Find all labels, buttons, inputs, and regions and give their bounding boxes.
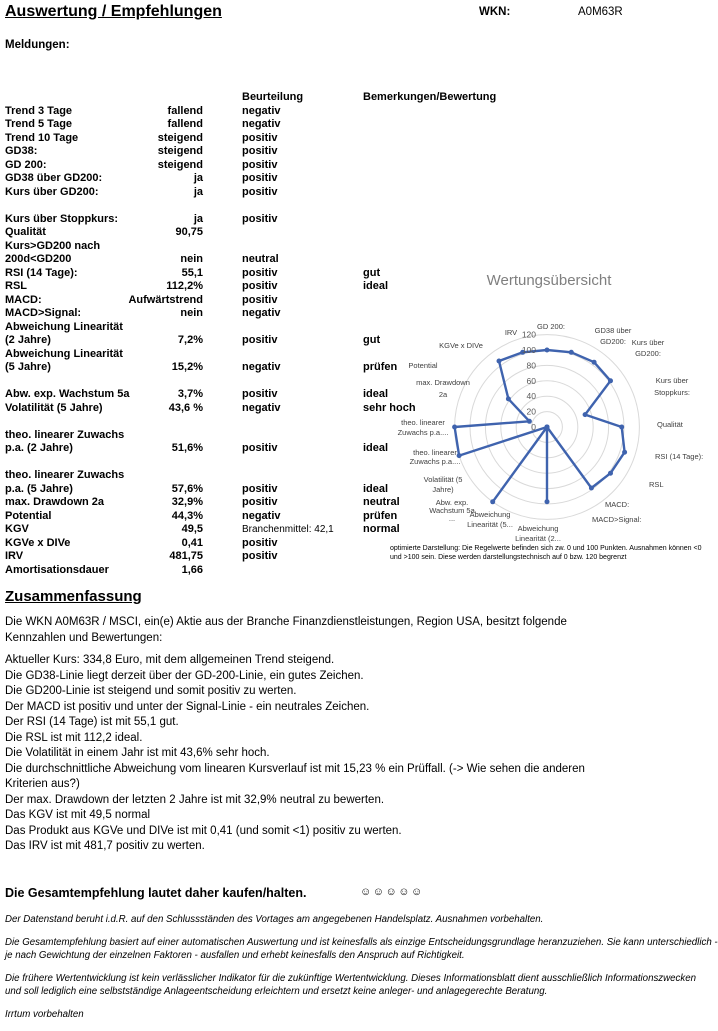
table-cell-label: Kurs über Stoppkurs: [5, 212, 119, 225]
axis-label: Jahre) [432, 485, 454, 494]
table-cell-beurteilung: negativ [242, 118, 281, 130]
table-cell-value: 44,3% [171, 509, 203, 522]
table-row [5, 118, 700, 132]
table-cell-value: 112,2% [166, 280, 203, 292]
table-cell-value: 51,6% [171, 442, 203, 454]
axis-label: Kurs über [655, 376, 689, 385]
table-cell-bemerkung: gut [363, 266, 381, 279]
axis-label: Zuwachs p.a.... [409, 457, 461, 466]
axis-label: Linearität (2... [515, 534, 561, 543]
table-cell-value: steigend [157, 131, 203, 144]
radial-tick-label: 20 [526, 406, 536, 417]
table-cell-beurteilung: positiv [242, 145, 278, 157]
table-cell-label: theo. linearer Zuwachs [5, 428, 125, 441]
table-row [5, 145, 700, 159]
summary-line: Die Volatilität in einem Jahr ist mit 43,6% sehr hoch. [5, 747, 270, 759]
table-cell-label: Potential [5, 509, 52, 522]
disclaimer-line: und soll lediglich eine selbstständige Anlageentscheidung erleichtern und ersetzt keine anleger- und anlagegerechte Beratung. [5, 986, 548, 997]
table-row [5, 159, 700, 173]
summary-line: Die durchschnittliche Abweichung vom linearen Kursverlauf ist mit 15,23 % ein Prüffall. (-> Wie sehen die anderen [5, 762, 585, 775]
table-cell-beurteilung: positiv [242, 388, 278, 400]
radial-tick-label: 0 [531, 422, 536, 432]
table-cell-bemerkung: ideal [363, 280, 389, 292]
table-row [5, 132, 700, 146]
radar-data-point [592, 360, 597, 365]
axis-label: theo. linearer [413, 448, 457, 457]
radar-data-point [545, 425, 550, 430]
table-row [5, 105, 700, 119]
table-cell-beurteilung: neutral [242, 253, 279, 265]
table-row [5, 226, 700, 240]
table-cell-beurteilung: negativ [242, 104, 281, 117]
summary-line: Die RSL ist mit 112,2 ideal. [5, 731, 143, 744]
summary-line: Die WKN A0M63R / MSCI, ein(e) Aktie aus der Branche Finanzdienstleistungen, Region USA, besitzt folgende [5, 616, 567, 628]
disclaimer-section [5, 913, 718, 1031]
axis-label: ... [448, 514, 456, 523]
recommendation-text: Die Gesamtempfehlung lautet daher kaufen/halten. [5, 886, 307, 900]
smiley-icon: ☺ [410, 886, 424, 898]
summary-line: Die GD200-Linie ist steigend und somit positiv zu werten. [5, 685, 297, 697]
table-cell-label: Abweichung Linearität [5, 320, 123, 333]
table-cell-beurteilung: positiv [242, 442, 278, 454]
table-cell-label: Volatilität (5 Jahre) [5, 401, 103, 414]
axis-label: RSI (14 Tage): [655, 452, 704, 461]
table-cell-label: KGVe x DIVe [5, 536, 71, 549]
table-cell-beurteilung: positiv [242, 212, 278, 225]
axis-label: Linearität (5... [467, 520, 513, 529]
radial-tick-label: 120 [521, 329, 536, 340]
radar-data-point [619, 425, 624, 430]
table-cell-beurteilung: positiv [242, 172, 278, 184]
axis-label: Wachstum 5a [429, 506, 475, 515]
recommendation-line [5, 886, 703, 900]
table-cell-label: GD38: [5, 145, 38, 157]
chart-note [390, 544, 704, 562]
table-cell-value: 0,41 [181, 536, 203, 549]
table-cell-label: Trend 5 Tage [5, 118, 73, 130]
axis-label: Abweichung [517, 524, 559, 533]
disclaimer-line: je nach Gewichtung der einzelnen Faktoren - ausfallen und erhebt keinesfalls den Anspruch auf Richtigkeit. [5, 950, 465, 961]
summary-line: Das IRV ist mit 481,7 positiv zu werten. [5, 840, 205, 852]
axis-label: MACD: [605, 500, 630, 509]
table-cell-value: steigend [157, 145, 203, 157]
table-cell-beurteilung: positiv [242, 280, 278, 292]
axis-label: Potential [408, 361, 438, 370]
table-cell-bemerkung: gut [363, 334, 381, 346]
disclaimer-paragraph [5, 913, 705, 926]
table-cell-label: (2 Jahre) [5, 334, 51, 346]
table-cell-beurteilung: negativ [242, 307, 281, 319]
table-cell-beurteilung: positiv [242, 550, 278, 562]
table-cell-bemerkung: ideal [363, 482, 389, 495]
table-cell-beurteilung: positiv [242, 266, 278, 279]
summary-heading: Zusammenfassung [5, 588, 142, 605]
table-cell-beurteilung: positiv [242, 185, 278, 198]
axis-label: GD38 über [594, 326, 632, 335]
radar-data-point [545, 499, 550, 504]
radar-data-point [497, 359, 502, 364]
table-cell-beurteilung: positiv [242, 293, 278, 306]
radar-data-point [490, 499, 495, 504]
table-cell-bemerkung: prüfen [363, 361, 398, 373]
radar-chart-svg [385, 263, 706, 543]
radar-data-point [569, 350, 574, 355]
table-cell-label: GD 200: [5, 158, 47, 171]
table-cell-label: Abw. exp. Wachstum 5a [5, 388, 130, 400]
table-cell-label: IRV [5, 550, 24, 562]
meldungen-label: Meldungen: [5, 39, 70, 51]
radar-series-line [455, 350, 625, 502]
radar-data-point [583, 412, 588, 417]
radar-chart [385, 263, 706, 563]
column-header-bemerkungen: Bemerkungen/Bewertung [363, 91, 497, 103]
disclaimer-paragraph [5, 972, 705, 998]
chart-note-line: und >100 sein. Diese werden darstellungstechnisch auf 0 bzw. 120 begrenzt [390, 554, 627, 561]
axis-label: KGVe x DIVe [439, 341, 483, 350]
table-row [5, 213, 700, 227]
table-cell-value: Aufwärtstrend [128, 293, 203, 306]
table-cell-value: fallend [167, 104, 203, 117]
table-cell-value: 90,75 [175, 226, 203, 238]
table-cell-label: Abweichung Linearität [5, 347, 123, 360]
table-cell-value: 3,7% [177, 388, 203, 400]
radial-tick-label: 100 [521, 345, 536, 355]
axis-label: MACD>Signal: [592, 515, 642, 524]
radar-data-point [622, 450, 627, 455]
table-cell-value: 481,75 [169, 550, 203, 562]
summary-line: Der max. Drawdown der letzten 2 Jahre ist mit 32,9% neutral zu bewerten. [5, 793, 385, 806]
table-cell-beurteilung: negativ [242, 401, 281, 414]
table-cell-label: Amortisationsdauer [5, 563, 109, 576]
table-cell-value: ja [193, 185, 203, 198]
table-cell-value: 15,2% [171, 361, 203, 373]
radial-tick-label: 40 [526, 391, 536, 402]
summary-line: Das KGV ist mit 49,5 normal [5, 809, 151, 821]
table-cell-value: 43,6 % [168, 401, 203, 414]
disclaimer-line: Die Gesamtempfehlung basiert auf einer automatischen Auswertung und ist keinesfalls als einzige Entscheidungsgrundlage heranzuziehen. Sie kann unterschiedlich - [5, 937, 718, 948]
table-cell-label: MACD>Signal: [5, 307, 82, 319]
axis-label: theo. linearer [401, 418, 445, 427]
table-cell-label: MACD: [5, 293, 42, 306]
table-cell-label: KGV [5, 523, 29, 535]
table-cell-label: RSL [5, 280, 27, 292]
summary-line: Der MACD ist positiv und unter der Signal-Linie - ein neutrales Zeichen. [5, 700, 370, 713]
page-title: Auswertung / Empfehlungen [5, 3, 222, 20]
table-row [5, 186, 700, 200]
summary-line: Aktueller Kurs: 334,8 Euro, mit dem allgemeinen Trend steigend. [5, 654, 335, 666]
table-cell-value: 57,6% [171, 482, 203, 495]
axis-label: Abweichung [469, 510, 511, 519]
disclaimer-line: Der Datenstand beruht i.d.R. auf den Schlussständen des Vortages am angegebenen Handelsplatz. Ausnahmen vorbehalten. [5, 914, 544, 925]
table-cell-label: max. Drawdown 2a [5, 496, 105, 508]
radial-tick-label: 60 [526, 375, 536, 386]
table-cell-beurteilung: positiv [242, 131, 278, 144]
table-spacer-row [5, 199, 700, 213]
smiley-icon: ☺ [372, 886, 386, 898]
disclaimer-line: Irrtum vorbehalten [5, 1009, 84, 1020]
radar-data-point [608, 471, 613, 476]
axis-label: max. Drawdown [416, 378, 470, 387]
axis-label: Stoppkurs: [654, 388, 690, 397]
table-cell-beurteilung: positiv [242, 482, 278, 495]
table-cell-label: 200d<GD200 [5, 253, 72, 265]
axis-label: 2a [438, 390, 448, 399]
table-cell-value: fallend [167, 118, 203, 130]
table-cell-bemerkung: sehr hoch [363, 401, 416, 414]
radar-data-point [545, 348, 550, 353]
table-cell-value: 32,9% [171, 496, 203, 508]
table-cell-beurteilung: negativ [242, 509, 281, 522]
axis-label: Abw. exp. [435, 498, 469, 507]
table-row [5, 240, 700, 254]
column-header-beurteilung: Beurteilung [242, 91, 304, 103]
table-cell-beurteilung: positiv [242, 334, 278, 346]
summary-line: Die GD38-Linie liegt derzeit über der GD-200-Linie, ein gutes Zeichen. [5, 669, 364, 682]
table-cell-label: Trend 10 Tage [5, 131, 79, 144]
axis-label: Zuwachs p.a.... [397, 428, 449, 437]
table-cell-label: Trend 3 Tage [5, 104, 73, 117]
smiley-icon: ☺ [398, 886, 411, 898]
axis-label: Qualität [657, 420, 683, 429]
table-cell-beurteilung: Branchenmittel: 42,1 [242, 524, 334, 535]
table-cell-label: theo. linearer Zuwachs [5, 469, 125, 481]
axis-label: GD200: [635, 349, 661, 358]
summary-section [5, 588, 703, 855]
table-row [5, 564, 700, 578]
table-cell-value: 7,2% [177, 334, 203, 346]
axis-label: IRV [504, 328, 518, 337]
table-cell-value: nein [180, 307, 203, 319]
table-cell-value: ja [193, 172, 203, 184]
table-cell-value: ja [193, 212, 203, 225]
axis-label: Kurs über [631, 338, 665, 347]
axis-label: GD200: [600, 337, 626, 346]
wkn-value: A0M63R [578, 6, 623, 18]
table-cell-beurteilung: positiv [242, 536, 278, 549]
summary-line: Der RSI (14 Tage) ist mit 55,1 gut. [5, 716, 179, 728]
table-cell-label: Qualität [5, 226, 46, 238]
smiley-icon: ☺ [360, 886, 373, 898]
table-cell-bemerkung: ideal [363, 388, 389, 400]
table-cell-beurteilung: positiv [242, 496, 278, 508]
table-cell-beurteilung: negativ [242, 361, 281, 373]
table-cell-value: 55,1 [181, 266, 203, 279]
disclaimer-paragraph [5, 936, 718, 962]
axis-label: RSL [649, 480, 664, 489]
summary-intro [5, 615, 703, 646]
table-header-row [5, 91, 700, 105]
summary-line: Das Produkt aus KGVe und DIVe ist mit 0,41 (und somit <1) positiv zu werten. [5, 824, 402, 837]
table-cell-label: RSI (14 Tage): [5, 266, 78, 279]
radar-data-point [589, 486, 594, 491]
radar-data-point [506, 396, 511, 401]
table-cell-bemerkung: ideal [363, 442, 389, 454]
table-cell-bemerkung: prüfen [363, 509, 398, 522]
summary-line: Kriterien aus?) [5, 778, 80, 790]
table-cell-label: (5 Jahre) [5, 361, 51, 373]
axis-label: Volatilität (5 [423, 475, 463, 484]
table-cell-value: nein [180, 253, 203, 265]
table-row [5, 172, 700, 186]
smiley-rating-icons [360, 886, 424, 898]
summary-line: Kennzahlen und Bewertungen: [5, 631, 163, 644]
radar-data-point [452, 425, 457, 430]
radar-data-point [608, 378, 613, 383]
table-cell-value: steigend [157, 158, 203, 171]
chart-title: Wertungsübersicht [486, 272, 612, 289]
table-cell-value: 49,5 [181, 523, 203, 535]
table-cell-label: p.a. (2 Jahre) [5, 442, 73, 454]
table-cell-label: GD38 über GD200: [5, 172, 103, 184]
table-cell-label: p.a. (5 Jahre) [5, 482, 73, 495]
table-cell-beurteilung: positiv [242, 158, 278, 171]
table-cell-bemerkung: normal [363, 523, 400, 535]
table-cell-bemerkung: neutral [363, 496, 400, 508]
radial-tick-label: 80 [526, 360, 536, 371]
table-cell-label: Kurs über GD200: [5, 185, 99, 198]
chart-note-line: optimierte Darstellung: Die Regelwerte befinden sich zw. 0 und 100 Punkten. Ausnahmen können <0 [390, 545, 702, 552]
wkn-label: WKN: [479, 6, 511, 18]
disclaimer-paragraph [5, 1008, 705, 1021]
table-cell-value: 1,66 [181, 563, 203, 576]
summary-gap [5, 646, 703, 653]
summary-body [5, 653, 703, 855]
disclaimer-line: Die frühere Wertentwicklung ist kein verlässlicher Indikator für die zukünftige Wertentwicklung. Dieses Informationsblatt dient ausschließlich Informationszwecken [5, 973, 696, 984]
smiley-icon: ☺ [385, 886, 399, 898]
axis-label: GD 200: [537, 322, 565, 331]
table-cell-label: Kurs>GD200 nach [5, 239, 101, 252]
